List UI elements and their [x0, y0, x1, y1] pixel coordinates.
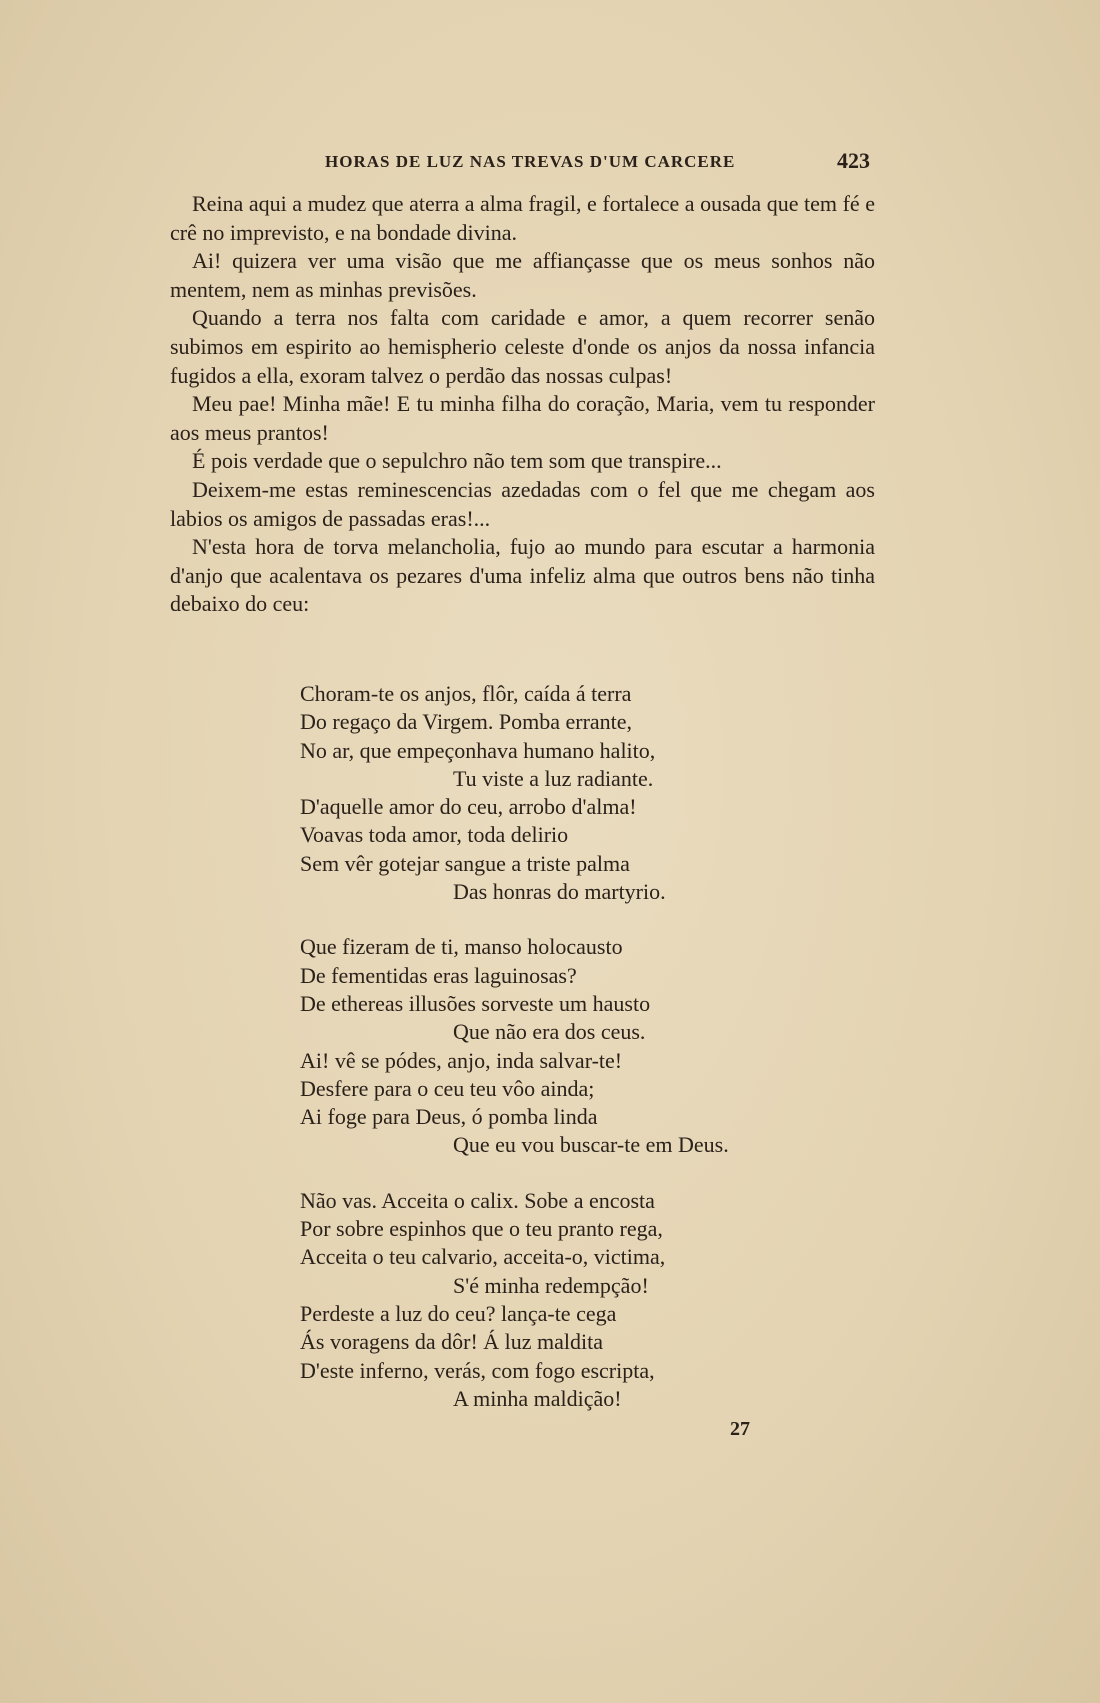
verse-line: Acceita o teu calvario, acceita-o, victima,: [300, 1244, 666, 1270]
running-title: HORAS DE LUZ NAS TREVAS D'UM CARCERE: [325, 152, 736, 171]
verse-line: S'é minha redempção!: [453, 1272, 649, 1298]
verse-line: Tu viste a luz radiante.: [453, 765, 654, 791]
signature-mark: 27: [730, 1418, 750, 1440]
verse-line: Ai foge para Deus, ó pomba linda: [300, 1104, 598, 1130]
page-header: [170, 148, 870, 178]
verse-line: A minha maldição!: [453, 1385, 622, 1411]
verse-line: Por sobre espinhos que o teu pranto rega,: [300, 1216, 663, 1242]
verse-line: Sem vêr gotejar sangue a triste palma: [300, 850, 630, 876]
verse-line: De ethereas illusões sorveste um hausto: [300, 990, 651, 1016]
verse-line: Que não era dos ceus.: [453, 1019, 646, 1045]
paragraph: Meu pae! Minha mãe! E tu minha filha do coração, Maria, vem tu responder aos meus prantos!: [170, 391, 875, 445]
verse-line: De fementidas eras laguinosas?: [300, 962, 577, 988]
verse-line: Do regaço da Virgem. Pomba errante,: [300, 709, 633, 735]
verse-line: Das honras do martyrio.: [453, 879, 666, 905]
verse-line: Ás voragens da dôr! Á luz maldita: [300, 1329, 604, 1355]
stanza-2: [300, 933, 820, 1159]
verse-line: D'aquelle amor do ceu, arrobo d'alma!: [300, 794, 637, 820]
verse-line: No ar, que empeçonhava humano halito,: [300, 737, 656, 763]
verse-line: Voavas toda amor, toda delirio: [300, 822, 569, 848]
paragraph: Deixem-me estas reminescencias azedadas com o fel que me chegam aos labios os amigos de passadas eras!...: [170, 476, 875, 531]
verse-line: Ai! vê se pódes, anjo, inda salvar-te!: [300, 1047, 623, 1073]
paragraph: Quando a terra nos falta com caridade e amor, a quem recorrer senão subimos em espirito ao hemispherio celeste d'onde os anjos da nossa infancia fugidos a ella, exoram talvez o perdão das nossas culpas!: [170, 305, 875, 388]
paragraph: N'esta hora de torva melancholia, fujo ao mundo para escutar a harmonia d'anjo que acalentava os pezares d'uma infeliz alma que outros bens não tinha debaixo do ceu:: [170, 534, 875, 617]
verse-line: Que fizeram de ti, manso holocausto: [300, 934, 623, 960]
verse-line: Perdeste a luz do ceu? lança-te cega: [300, 1300, 617, 1326]
verse-line: Desfere para o ceu teu vôo ainda;: [300, 1075, 595, 1101]
page-number: 423: [837, 148, 870, 173]
verse-line: D'este inferno, verás, com fogo escripta,: [300, 1357, 655, 1383]
poem: [300, 680, 820, 1440]
paragraph: Ai! quizera ver uma visão que me affiançasse que os meus sonhos não mentem, nem as minhas previsões.: [170, 248, 875, 302]
paragraph: Reina aqui a mudez que aterra a alma fragil, e fortalece a ousada que tem fé e crê no imprevisto, e na bondade divina.: [170, 191, 875, 245]
stanza-1: [300, 680, 820, 906]
stanza-3: [300, 1187, 820, 1413]
prose-block: [170, 190, 875, 619]
verse-line: Que eu vou buscar-te em Deus.: [453, 1132, 729, 1158]
paragraph: É pois verdade que o sepulchro não tem som que transpire...: [192, 448, 722, 474]
verse-line: Não vas. Acceita o calix. Sobe a encosta: [300, 1187, 655, 1213]
verse-line: Choram-te os anjos, flôr, caída á terra: [300, 681, 632, 706]
